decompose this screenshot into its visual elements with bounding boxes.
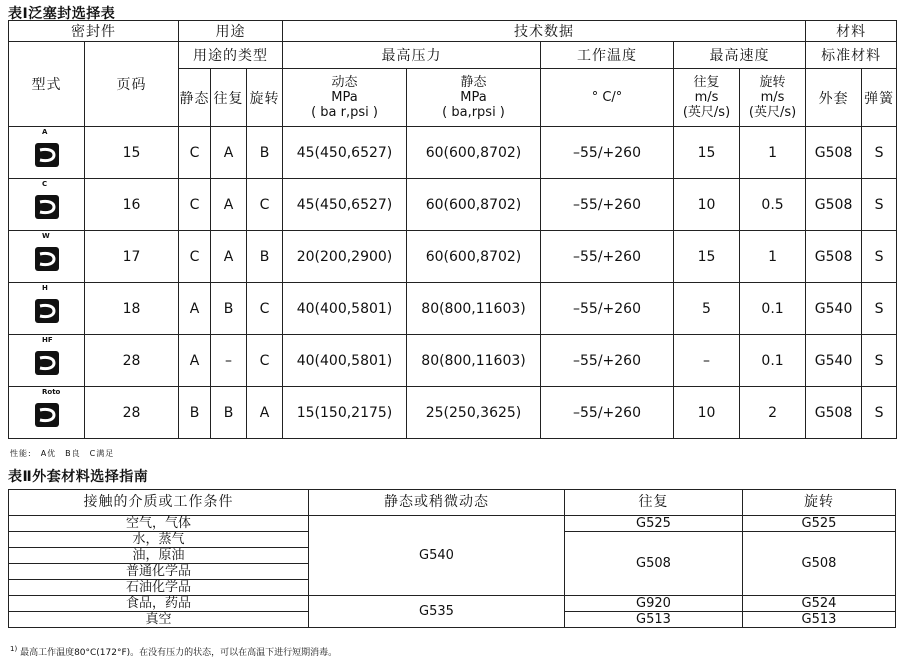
model-cell bbox=[9, 231, 85, 283]
medium-cell: 水，蒸气 bbox=[9, 532, 309, 548]
page-cell: 28 bbox=[85, 387, 179, 439]
col-header-model: 型式 bbox=[9, 42, 85, 127]
sub-header-work-temp: 工作温度 bbox=[541, 42, 674, 69]
page-cell: 16 bbox=[85, 179, 179, 231]
col-header-spring: 弹簧 bbox=[862, 69, 897, 127]
jacket-cell: G508 bbox=[806, 179, 862, 231]
recip-value-cell: G513 bbox=[565, 612, 743, 628]
rot-speed-unit-alt: (英尺/s) bbox=[748, 105, 797, 120]
usage-static-cell: C bbox=[179, 127, 211, 179]
rot-value-cell: G525 bbox=[743, 516, 896, 532]
col-header-rot-speed bbox=[740, 69, 806, 127]
usage-static-cell: C bbox=[179, 179, 211, 231]
header-rot: 旋转 bbox=[743, 490, 896, 516]
rot-speed-cell: 0.5 bbox=[740, 179, 806, 231]
seal-row bbox=[9, 231, 897, 283]
jacket-cell: G540 bbox=[806, 335, 862, 387]
page-cell: 15 bbox=[85, 127, 179, 179]
static-pressure-cell: 80(800,11603) bbox=[407, 335, 541, 387]
seal-row bbox=[9, 335, 897, 387]
u-seal-icon bbox=[35, 143, 59, 167]
model-label: H bbox=[42, 284, 48, 292]
dynamic-unit: MPa bbox=[331, 90, 358, 105]
sub-header-usage-type: 用途的类型 bbox=[179, 42, 283, 69]
recip-speed-unit: m/s bbox=[694, 90, 719, 105]
h-seal-icon bbox=[35, 299, 59, 323]
seal-row bbox=[9, 179, 897, 231]
spring-cell: S bbox=[862, 127, 897, 179]
jacket-cell: G508 bbox=[806, 231, 862, 283]
temp-cell: –55/+260 bbox=[541, 387, 674, 439]
recip-speed-cell: 10 bbox=[674, 387, 740, 439]
rot-speed-cell: 0.1 bbox=[740, 283, 806, 335]
temp-cell: –55/+260 bbox=[541, 335, 674, 387]
spring-cell: S bbox=[862, 335, 897, 387]
note-marker: 1) bbox=[10, 645, 18, 653]
col-header-rotary: 旋转 bbox=[247, 69, 283, 127]
temp-cell: –55/+260 bbox=[541, 283, 674, 335]
group-header-seal: 密封件 bbox=[9, 21, 179, 42]
dynamic-pressure-cell: 45(450,6527) bbox=[283, 127, 407, 179]
usage-rot-cell: B bbox=[247, 231, 283, 283]
usage-static-cell: A bbox=[179, 335, 211, 387]
recip-value-cell: G920 bbox=[565, 596, 743, 612]
recip-value-cell: G508 bbox=[565, 532, 743, 596]
col-header-temp-unit: ° C/° bbox=[541, 69, 674, 127]
spring-cell: S bbox=[862, 283, 897, 335]
rot-speed-unit: m/s bbox=[760, 90, 785, 105]
model-label: W bbox=[42, 232, 50, 240]
model-label: C bbox=[42, 180, 48, 188]
roto-seal-icon bbox=[35, 403, 59, 427]
usage-rot-cell: C bbox=[247, 179, 283, 231]
model-label: Roto bbox=[42, 388, 61, 396]
header-static: 静态或稍微动态 bbox=[309, 490, 565, 516]
dynamic-label: 动态 bbox=[331, 75, 358, 90]
recip-speed-cell: 15 bbox=[674, 127, 740, 179]
usage-static-cell: B bbox=[179, 387, 211, 439]
dynamic-pressure-cell: 40(400,5801) bbox=[283, 335, 407, 387]
usage-static-cell: C bbox=[179, 231, 211, 283]
col-header-recip-speed bbox=[674, 69, 740, 127]
model-cell bbox=[9, 127, 85, 179]
col-header-reciprocating: 往复 bbox=[211, 69, 247, 127]
rot-speed-cell: 1 bbox=[740, 127, 806, 179]
rating-legend: 性能: A优 B良 C满足 bbox=[10, 449, 115, 458]
spring-cell: S bbox=[862, 231, 897, 283]
page-cell: 28 bbox=[85, 335, 179, 387]
recip-speed-label: 往复 bbox=[693, 75, 720, 90]
rot-value-cell: G524 bbox=[743, 596, 896, 612]
usage-recip-cell: – bbox=[211, 335, 247, 387]
usage-static-cell: A bbox=[179, 283, 211, 335]
header-recip: 往复 bbox=[565, 490, 743, 516]
usage-recip-cell: B bbox=[211, 283, 247, 335]
model-label: HF bbox=[42, 336, 53, 344]
usage-rot-cell: B bbox=[247, 127, 283, 179]
seal-selection-table bbox=[8, 20, 897, 439]
group-header-usage: 用途 bbox=[179, 21, 283, 42]
temp-cell: –55/+260 bbox=[541, 231, 674, 283]
dynamic-pressure-cell: 20(200,2900) bbox=[283, 231, 407, 283]
temp-cell: –55/+260 bbox=[541, 127, 674, 179]
spring-cell: S bbox=[862, 179, 897, 231]
seal-row bbox=[9, 127, 897, 179]
medium-cell: 普通化学品 bbox=[9, 564, 309, 580]
model-cell bbox=[9, 335, 85, 387]
hf-seal-icon bbox=[35, 351, 59, 375]
dynamic-unit-alt: ( ba r,psi ) bbox=[311, 105, 378, 120]
rot-speed-label: 旋转 bbox=[759, 75, 786, 90]
table2-title: 表Ⅱ外套材料选择指南 bbox=[8, 469, 149, 485]
table1-title: 表Ⅰ泛塞封选择表 bbox=[8, 6, 116, 22]
usage-recip-cell: A bbox=[211, 179, 247, 231]
u-seal-icon bbox=[35, 195, 59, 219]
model-label: A bbox=[42, 128, 48, 136]
page-cell: 17 bbox=[85, 231, 179, 283]
recip-speed-cell: 15 bbox=[674, 231, 740, 283]
group-header-tech: 技术数据 bbox=[283, 21, 806, 42]
static-pressure-cell: 80(800,11603) bbox=[407, 283, 541, 335]
usage-recip-cell: A bbox=[211, 127, 247, 179]
recip-speed-unit-alt: (英尺/s) bbox=[682, 105, 731, 120]
seal-row bbox=[9, 387, 897, 439]
spring-cell: S bbox=[862, 387, 897, 439]
medium-cell: 真空 bbox=[9, 612, 309, 628]
jacket-cell: G508 bbox=[806, 387, 862, 439]
sub-header-max-pressure: 最高压力 bbox=[283, 42, 541, 69]
col-header-page: 页码 bbox=[85, 42, 179, 127]
rot-speed-cell: 0.1 bbox=[740, 335, 806, 387]
static-pressure-cell: 60(600,8702) bbox=[407, 127, 541, 179]
rot-value-cell: G513 bbox=[743, 612, 896, 628]
rot-value-cell: G508 bbox=[743, 532, 896, 596]
static-pressure-cell: 25(250,3625) bbox=[407, 387, 541, 439]
model-cell bbox=[9, 179, 85, 231]
note-text: 最高工作温度80°C(172°F)。在没有压力的状态，可以在高温下进行短期消毒。 bbox=[20, 648, 338, 658]
usage-rot-cell: C bbox=[247, 335, 283, 387]
jacket-cell: G508 bbox=[806, 127, 862, 179]
temp-cell: –55/+260 bbox=[541, 179, 674, 231]
static-p-unit: MPa bbox=[460, 90, 487, 105]
rot-speed-cell: 1 bbox=[740, 231, 806, 283]
page-cell: 18 bbox=[85, 283, 179, 335]
static-value-cell: G535 bbox=[309, 596, 565, 628]
static-pressure-cell: 60(600,8702) bbox=[407, 179, 541, 231]
medium-cell: 油，原油 bbox=[9, 548, 309, 564]
recip-speed-cell: – bbox=[674, 335, 740, 387]
header-medium: 接触的介质或工作条件 bbox=[9, 490, 309, 516]
static-p-unit-alt: ( ba,rpsi ) bbox=[442, 105, 505, 120]
col-header-dynamic-pressure bbox=[283, 69, 407, 127]
recip-speed-cell: 5 bbox=[674, 283, 740, 335]
static-value-cell: G540 bbox=[309, 516, 565, 596]
medium-cell: 石油化学品 bbox=[9, 580, 309, 596]
sub-header-std-material: 标准材料 bbox=[806, 42, 897, 69]
medium-cell: 食品，药品 bbox=[9, 596, 309, 612]
static-pressure-cell: 60(600,8702) bbox=[407, 231, 541, 283]
usage-recip-cell: A bbox=[211, 231, 247, 283]
usage-recip-cell: B bbox=[211, 387, 247, 439]
model-cell bbox=[9, 387, 85, 439]
usage-rot-cell: C bbox=[247, 283, 283, 335]
col-header-static: 静态 bbox=[179, 69, 211, 127]
recip-value-cell: G525 bbox=[565, 516, 743, 532]
rot-speed-cell: 2 bbox=[740, 387, 806, 439]
jacket-cell: G540 bbox=[806, 283, 862, 335]
sub-header-max-speed: 最高速度 bbox=[674, 42, 806, 69]
seal-row bbox=[9, 283, 897, 335]
temperature-note bbox=[10, 645, 337, 658]
dynamic-pressure-cell: 40(400,5801) bbox=[283, 283, 407, 335]
col-header-jacket: 外套 bbox=[806, 69, 862, 127]
group-header-material: 材料 bbox=[806, 21, 897, 42]
dynamic-pressure-cell: 15(150,2175) bbox=[283, 387, 407, 439]
recip-speed-cell: 10 bbox=[674, 179, 740, 231]
model-cell bbox=[9, 283, 85, 335]
medium-cell: 空气，气体 bbox=[9, 516, 309, 532]
usage-rot-cell: A bbox=[247, 387, 283, 439]
jacket-material-table bbox=[8, 489, 896, 628]
w-seal-icon bbox=[35, 247, 59, 271]
static-p-label: 静态 bbox=[460, 75, 487, 90]
col-header-static-pressure bbox=[407, 69, 541, 127]
dynamic-pressure-cell: 45(450,6527) bbox=[283, 179, 407, 231]
